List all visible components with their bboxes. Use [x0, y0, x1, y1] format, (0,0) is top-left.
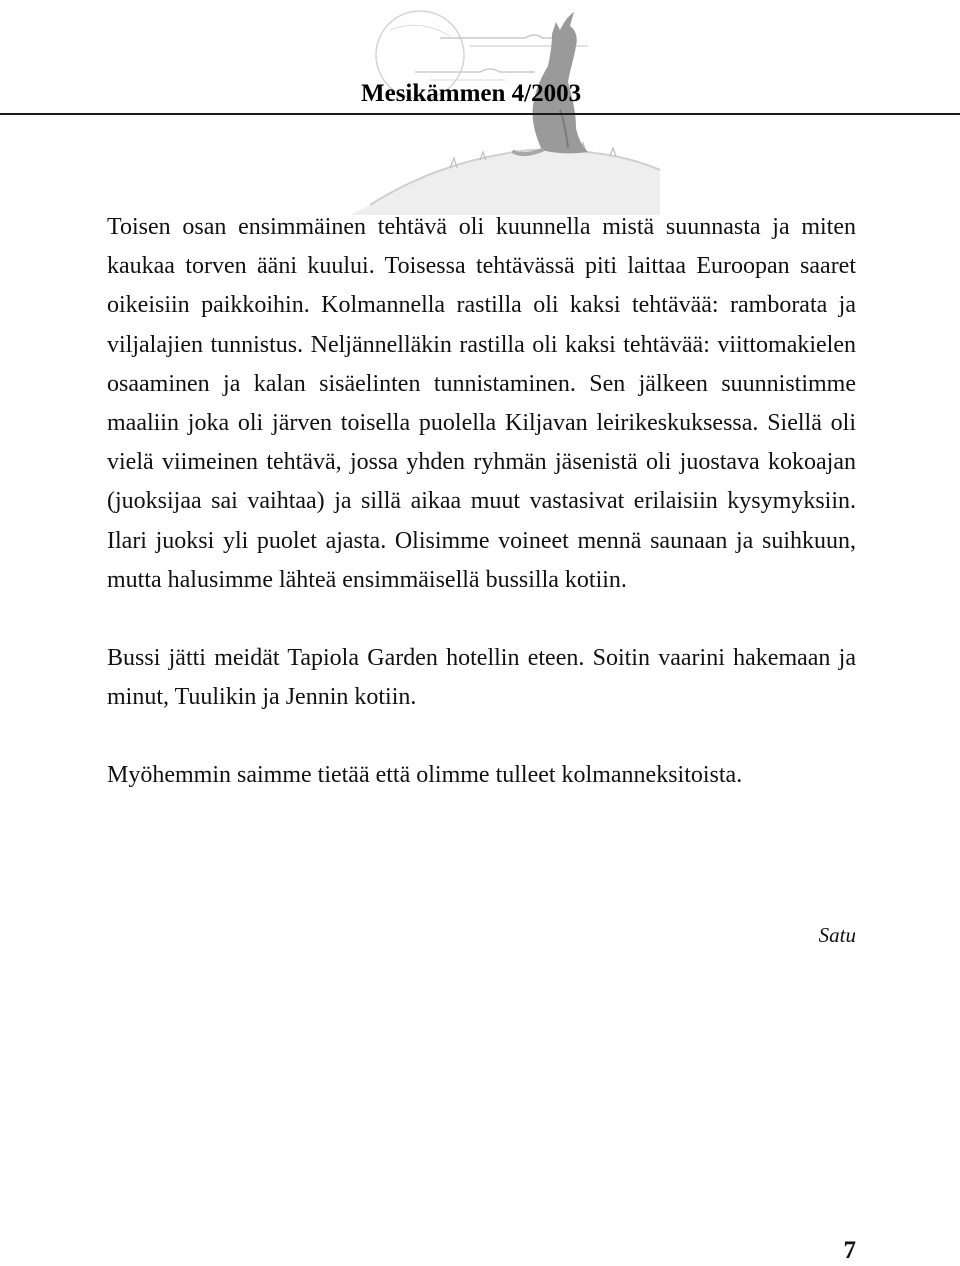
body-paragraph: Bussi jätti meidät Tapiola Garden hotellin eteen. Soitin vaarini hakemaan ja minut, Tuulikin ja Jennin kotiin.: [107, 645, 856, 711]
publication-title: Mesikämmen 4/2003: [361, 80, 582, 107]
body-paragraph: Toisen osan ensimmäinen tehtävä oli kuunnella mistä suunnasta ja miten kaukaa torven ääni kuului. Toisessa tehtävässä piti laittaa Euroopan saaret oikeisiin paikkoihin. Kolmannella rastilla oli kaksi tehtävää: ramborata ja viljalajien tunnistus. Neljännelläkin rastilla oli kaksi tehtävää: viittomakielen osaaminen ja kalan sisäelinten tunnistaminen. Sen jälkeen suunnistimme maaliin joka oli järven toisella puolella Kiljavan leirikeskuksessa. Siellä oli vielä viimeinen tehtävä, jossa yhden ryhmän jäsenistä oli juostava kokoajan (juoksijaa sai vaihtaa) ja sillä aikaa muut vastasivat erilaisiin kysymyksiin. Ilari juoksi yli puolet ajasta. Olisimme voineet mennä saunaan ja suihkuun, mutta halusimme lähteä ensimmäisellä bussilla kotiin.: [107, 214, 856, 593]
article-body: [107, 208, 856, 796]
author-signature: Satu: [818, 923, 856, 947]
paragraph-spacer: [107, 717, 856, 756]
page-number: 7: [843, 1237, 856, 1264]
body-paragraph: Myöhemmin saimme tietää että olimme tulleet kolmanneksitoista.: [107, 762, 743, 789]
paragraph-spacer: [107, 600, 856, 639]
header-divider: [0, 113, 960, 115]
